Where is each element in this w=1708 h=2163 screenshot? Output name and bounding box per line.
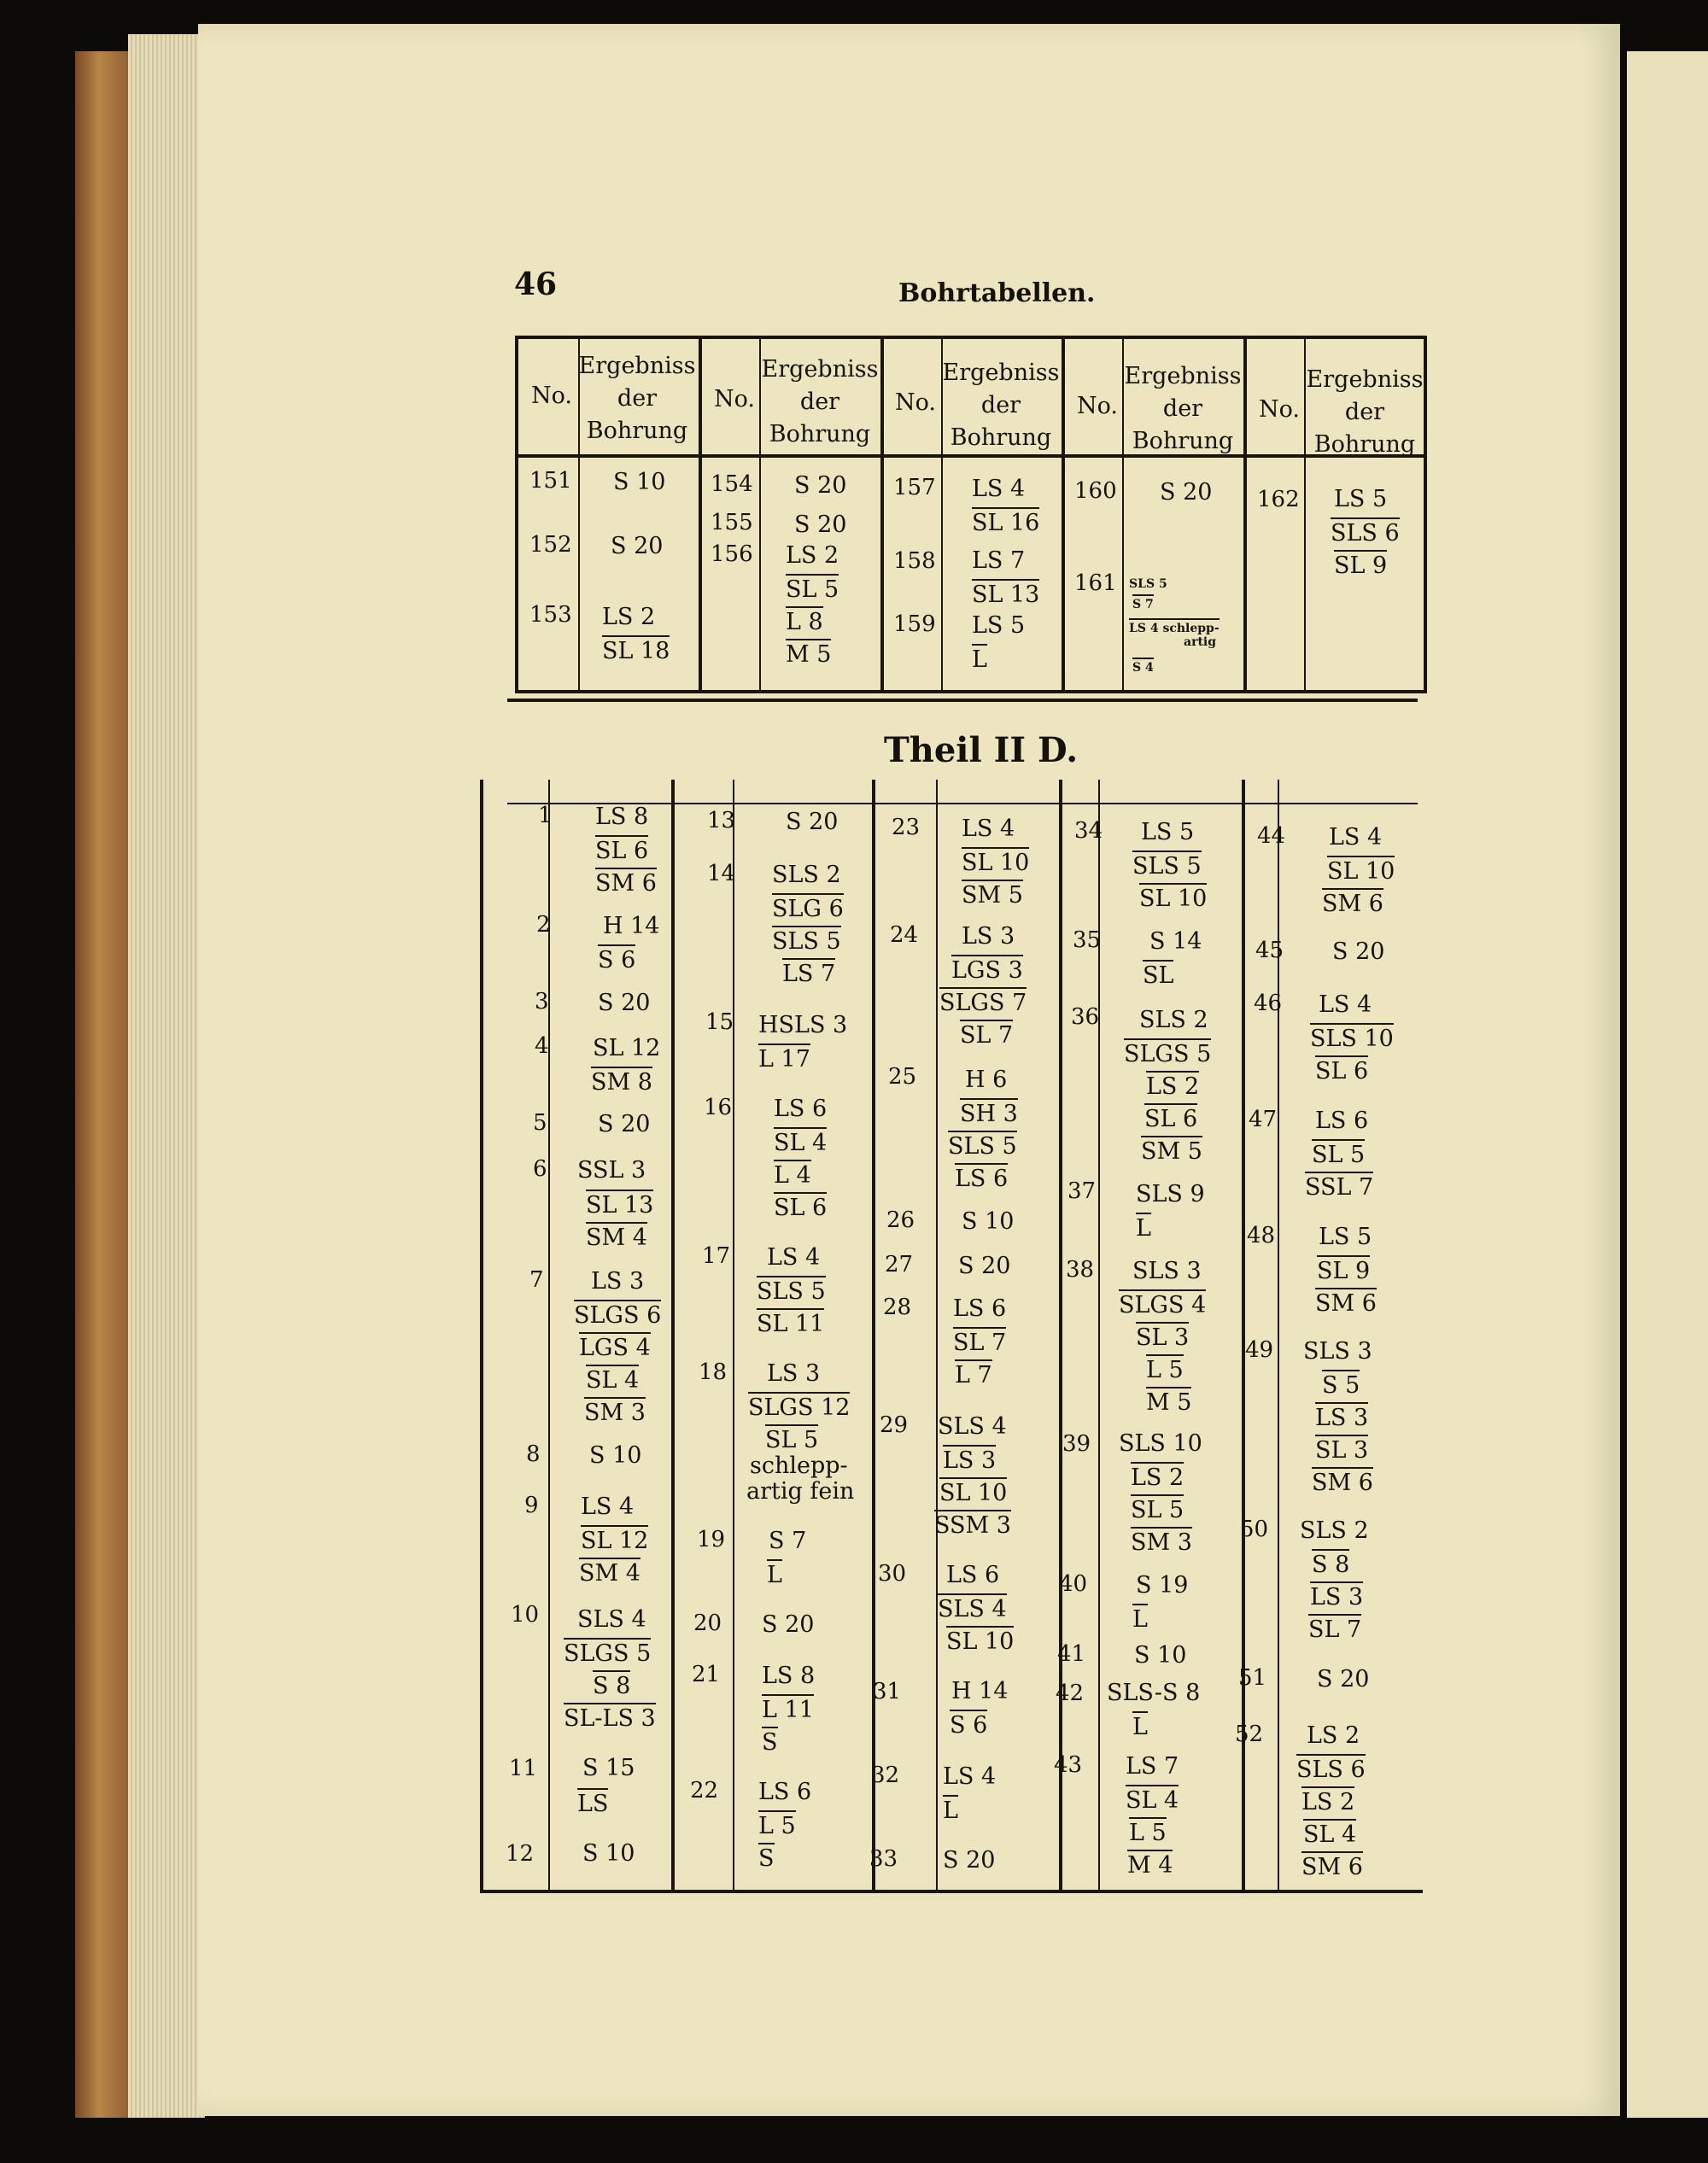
boring-no: 35 bbox=[1073, 927, 1102, 953]
boring-layer: L 8 bbox=[786, 606, 823, 635]
boring-no: 158 bbox=[893, 548, 936, 574]
running-head: Bohrtabellen. bbox=[898, 278, 1096, 308]
boring-layer: LS 3 bbox=[943, 1445, 996, 1474]
boring-layer: SLGS 5 bbox=[1124, 1038, 1211, 1067]
boring-layer: LS 2 bbox=[1131, 1462, 1184, 1491]
boring-layer: SLS 2 bbox=[1139, 1007, 1208, 1033]
boring-layer: L bbox=[1132, 1711, 1148, 1740]
col-header-no: No. bbox=[1259, 396, 1300, 423]
boring-layer: LS 4 schlepp- bbox=[1129, 618, 1220, 635]
col-header-line: Ergebniss bbox=[761, 356, 879, 383]
boring-no: 48 bbox=[1247, 1223, 1276, 1248]
boring-layer: SL 13 bbox=[972, 579, 1039, 608]
boring-layer: S 10 bbox=[589, 1442, 642, 1469]
boring-layer: S 20 bbox=[598, 1111, 651, 1137]
boring-layer: LS 5 bbox=[1141, 819, 1195, 845]
col-header-line: Ergebniss bbox=[942, 360, 1060, 386]
boring-layer: S 20 bbox=[611, 533, 664, 559]
boring-layer: LS 4 bbox=[943, 1763, 997, 1790]
boring-layer: S 20 bbox=[1160, 479, 1213, 506]
col-header-line: der bbox=[617, 385, 658, 412]
boring-layer: LS 6 bbox=[1315, 1108, 1369, 1134]
boring-layer: S 20 bbox=[794, 512, 847, 538]
book-spine bbox=[75, 51, 135, 2118]
boring-no: 14 bbox=[707, 861, 736, 886]
boring-layer: S 10 bbox=[613, 469, 666, 495]
boring-layer: LS 3 bbox=[767, 1360, 821, 1387]
boring-no: 155 bbox=[711, 510, 753, 535]
boring-layer: SL 7 bbox=[1308, 1614, 1361, 1643]
boring-layer: SL 6 bbox=[1315, 1055, 1368, 1084]
boring-no: 152 bbox=[529, 532, 572, 558]
boring-layer: S 20 bbox=[943, 1847, 996, 1874]
boring-layer: LS 7 bbox=[1126, 1753, 1179, 1780]
boring-no: 18 bbox=[699, 1359, 728, 1385]
boring-no: 50 bbox=[1240, 1517, 1269, 1542]
boring-no: 45 bbox=[1255, 938, 1284, 963]
boring-layer: LGS 3 bbox=[951, 955, 1023, 984]
boring-layer: LS 2 bbox=[1301, 1786, 1354, 1815]
boring-layer: SL 11 bbox=[757, 1308, 824, 1337]
boring-no: 40 bbox=[1059, 1571, 1088, 1597]
boring-no: 19 bbox=[697, 1527, 726, 1552]
page-edges bbox=[128, 34, 205, 2118]
header-rule bbox=[518, 454, 1427, 458]
boring-layer: SL 4 bbox=[586, 1365, 639, 1394]
boring-layer: LS 8 bbox=[595, 804, 649, 830]
boring-layer: M 5 bbox=[786, 639, 831, 668]
boring-layer: SL 9 bbox=[1334, 550, 1387, 579]
boring-layer: SLS 5 bbox=[1129, 577, 1167, 591]
boring-layer: M 5 bbox=[1146, 1387, 1191, 1416]
column-rule bbox=[1059, 780, 1062, 1890]
boring-layer: LS 4 bbox=[1319, 991, 1372, 1018]
boring-layer: SM 6 bbox=[1322, 888, 1383, 917]
boring-layer: SL 6 bbox=[1144, 1103, 1197, 1132]
boring-layer: SLS 3 bbox=[1132, 1258, 1202, 1284]
boring-layer: SL 3 bbox=[1315, 1435, 1368, 1464]
boring-layer: S 20 bbox=[786, 809, 839, 835]
col-header-result bbox=[577, 350, 697, 447]
col-header-result bbox=[1123, 360, 1243, 458]
boring-layer: S 19 bbox=[1136, 1572, 1189, 1599]
boring-layer: SLGS 5 bbox=[564, 1638, 651, 1667]
boring-layer: S 20 bbox=[1317, 1666, 1370, 1692]
boring-no: 37 bbox=[1068, 1178, 1097, 1204]
boring-no: 2 bbox=[536, 912, 551, 938]
boring-layer: SM 3 bbox=[584, 1397, 646, 1426]
boring-no: 33 bbox=[869, 1846, 898, 1872]
boring-layer: S 10 bbox=[1134, 1642, 1187, 1669]
boring-no: 12 bbox=[506, 1841, 535, 1867]
boring-no: 28 bbox=[883, 1295, 912, 1320]
boring-layer: SLS 4 bbox=[938, 1593, 1007, 1622]
boring-no: 32 bbox=[871, 1763, 900, 1788]
column-rule bbox=[936, 780, 938, 1890]
column-rule bbox=[733, 780, 734, 1890]
boring-no: 51 bbox=[1238, 1665, 1267, 1691]
boring-layer: L 4 bbox=[774, 1160, 811, 1189]
boring-layer: SL-LS 3 bbox=[564, 1703, 656, 1732]
col-header-line: der bbox=[1162, 395, 1203, 422]
boring-no: 31 bbox=[873, 1679, 902, 1704]
col-header-line: Bohrung bbox=[1132, 428, 1234, 454]
boring-no: 26 bbox=[886, 1207, 915, 1233]
boring-layer: SL 5 bbox=[1131, 1494, 1184, 1523]
boring-layer: SLS 2 bbox=[1300, 1517, 1369, 1544]
boring-layer: S 10 bbox=[582, 1840, 635, 1867]
boring-no: 41 bbox=[1057, 1641, 1086, 1667]
boring-layer: SM 6 bbox=[595, 868, 657, 897]
boring-layer: SL 10 bbox=[946, 1626, 1014, 1655]
boring-layer: SLS-S 8 bbox=[1107, 1680, 1201, 1706]
boring-no: 25 bbox=[888, 1064, 917, 1090]
boring-layer: SH 3 bbox=[960, 1098, 1018, 1127]
boring-layer: S 15 bbox=[582, 1755, 635, 1781]
boring-layer: S 20 bbox=[598, 990, 651, 1016]
boring-layer: SM 4 bbox=[579, 1558, 640, 1587]
boring-no: 161 bbox=[1074, 570, 1117, 596]
boring-layer: S 20 bbox=[958, 1253, 1011, 1279]
column-rule bbox=[1243, 339, 1247, 690]
boring-layer: LS 6 bbox=[946, 1562, 1000, 1588]
boring-layer: SL 5 bbox=[1312, 1139, 1365, 1168]
column-rule bbox=[880, 339, 884, 690]
page-number: 46 bbox=[514, 266, 558, 302]
boring-layer: LS 5 bbox=[1319, 1224, 1372, 1250]
boring-no: 16 bbox=[704, 1095, 733, 1120]
boring-no: 24 bbox=[890, 922, 919, 948]
boring-layer: LS 4 bbox=[962, 816, 1015, 842]
boring-layer: S 8 bbox=[1312, 1549, 1349, 1578]
boring-no: 17 bbox=[702, 1243, 731, 1269]
boring-no: 6 bbox=[533, 1156, 547, 1182]
boring-layer: SLS 5 bbox=[1132, 851, 1202, 880]
column-rule bbox=[548, 780, 550, 1890]
boring-layer: artig bbox=[1184, 635, 1217, 649]
boring-layer: SLS 4 bbox=[577, 1606, 646, 1633]
boring-layer: LS 6 bbox=[758, 1779, 812, 1805]
boring-layer: S 10 bbox=[962, 1208, 1015, 1235]
next-page-edge bbox=[1627, 51, 1708, 2118]
boring-layer: S 6 bbox=[598, 944, 635, 973]
boring-layer: LS 3 bbox=[1310, 1581, 1363, 1611]
boring-no: 10 bbox=[511, 1602, 540, 1628]
boring-layer: SL 12 bbox=[581, 1525, 648, 1554]
col-header-no: No. bbox=[531, 383, 572, 409]
boring-no: 7 bbox=[529, 1267, 544, 1293]
boring-no: 20 bbox=[693, 1611, 722, 1636]
boring-layer: SM 5 bbox=[1141, 1136, 1202, 1165]
boring-no: 47 bbox=[1249, 1107, 1278, 1132]
boring-layer: SLGS 6 bbox=[574, 1300, 661, 1329]
boring-layer: SL 9 bbox=[1317, 1255, 1370, 1284]
boring-layer: S 20 bbox=[1332, 938, 1385, 965]
boring-layer: SLS 5 bbox=[948, 1131, 1017, 1160]
boring-layer: SL 13 bbox=[586, 1190, 653, 1219]
boring-layer: SL bbox=[1143, 960, 1173, 989]
boring-layer: SLGS 7 bbox=[939, 987, 1027, 1016]
boring-no: 44 bbox=[1257, 823, 1286, 849]
boring-no: 22 bbox=[690, 1778, 719, 1803]
section-title: Theil II D. bbox=[884, 730, 1079, 770]
boring-no: 153 bbox=[529, 602, 572, 628]
boring-no: 38 bbox=[1066, 1257, 1095, 1283]
boring-layer: SM 6 bbox=[1312, 1467, 1373, 1496]
boring-layer: S 14 bbox=[1149, 928, 1202, 955]
boring-no: 3 bbox=[535, 989, 549, 1014]
boring-layer: L bbox=[1132, 1604, 1148, 1633]
boring-layer: SL 4 bbox=[1126, 1785, 1179, 1814]
boring-layer: SM 4 bbox=[586, 1222, 647, 1251]
boring-no: 156 bbox=[711, 541, 753, 567]
col-header-line: der bbox=[980, 392, 1021, 418]
boring-no: 13 bbox=[707, 808, 736, 833]
boring-layer: LS 2 bbox=[1146, 1071, 1199, 1100]
boring-layer: SLS 3 bbox=[1303, 1338, 1372, 1365]
boring-layer: S 5 bbox=[1322, 1370, 1360, 1399]
boring-layer: SLS 6 bbox=[1296, 1754, 1366, 1783]
boring-layer: LS 4 bbox=[972, 476, 1026, 502]
boring-layer: L bbox=[1136, 1213, 1151, 1242]
boring-layer: L bbox=[767, 1559, 782, 1588]
col-header-result bbox=[760, 354, 880, 451]
boring-no: 42 bbox=[1056, 1681, 1085, 1706]
boring-layer: SL 5 bbox=[765, 1424, 818, 1453]
boring-layer: LS 7 bbox=[972, 547, 1026, 574]
boring-no: 151 bbox=[529, 468, 572, 494]
boring-layer: LS 6 bbox=[774, 1096, 828, 1122]
boring-layer: S 20 bbox=[762, 1611, 815, 1638]
boring-layer: M 4 bbox=[1127, 1850, 1173, 1879]
col-header-line: der bbox=[799, 389, 840, 415]
boring-layer: SL 12 bbox=[593, 1035, 661, 1061]
boring-layer: S 20 bbox=[794, 472, 847, 499]
boring-layer: LS 6 bbox=[953, 1295, 1007, 1322]
boring-layer: H 14 bbox=[603, 913, 660, 939]
boring-layer: S bbox=[762, 1727, 778, 1756]
boring-layer: SLS 4 bbox=[938, 1413, 1007, 1440]
boring-no: 52 bbox=[1235, 1722, 1264, 1747]
boring-layer: SL 6 bbox=[774, 1192, 827, 1221]
boring-no: 23 bbox=[892, 815, 921, 840]
boring-layer: LS 4 bbox=[581, 1494, 635, 1520]
column-rule bbox=[671, 780, 675, 1890]
col-header-no: No. bbox=[1077, 393, 1118, 419]
boring-no: 43 bbox=[1054, 1752, 1083, 1778]
boring-layer: LS bbox=[577, 1788, 608, 1817]
boring-layer: LS 5 bbox=[1334, 486, 1388, 512]
boring-layer: SM 3 bbox=[1131, 1527, 1192, 1556]
boring-layer: SL 7 bbox=[953, 1327, 1006, 1356]
boring-layer: LS 7 bbox=[782, 958, 835, 987]
column-rule bbox=[1062, 339, 1065, 690]
boring-no: 154 bbox=[711, 471, 753, 497]
boring-layer: SL 10 bbox=[1327, 856, 1395, 885]
boring-layer: artig fein bbox=[746, 1478, 855, 1505]
boring-no: 29 bbox=[880, 1412, 909, 1438]
col-header-result bbox=[1305, 364, 1424, 461]
boring-layer: SL 4 bbox=[774, 1127, 827, 1156]
boring-no: 36 bbox=[1071, 1004, 1100, 1030]
boring-layer: SL 4 bbox=[1303, 1819, 1356, 1848]
boring-layer: SL 6 bbox=[595, 835, 648, 864]
boring-layer: SL 10 bbox=[962, 847, 1029, 876]
boring-layer: SLS 10 bbox=[1119, 1430, 1202, 1457]
boring-layer: S bbox=[758, 1843, 775, 1872]
boring-no: 21 bbox=[692, 1662, 721, 1687]
boring-no: 157 bbox=[893, 475, 936, 500]
boring-layer: L 5 bbox=[1146, 1354, 1184, 1383]
boring-layer: SL 10 bbox=[939, 1477, 1007, 1506]
boring-layer: S 7 bbox=[1132, 594, 1154, 611]
boring-layer: H 6 bbox=[965, 1067, 1008, 1093]
boring-no: 9 bbox=[524, 1493, 539, 1518]
boring-layer: SL 16 bbox=[972, 507, 1039, 536]
col-header-result bbox=[941, 357, 1061, 454]
boring-no: 27 bbox=[885, 1252, 914, 1277]
boring-layer: SSM 3 bbox=[934, 1510, 1011, 1539]
boring-layer: LGS 4 bbox=[579, 1332, 651, 1361]
col-header-line: Ergebniss bbox=[1306, 366, 1424, 393]
col-header-line: Ergebniss bbox=[578, 353, 696, 379]
boring-no: 1 bbox=[538, 803, 553, 828]
boring-no: 160 bbox=[1074, 478, 1117, 504]
boring-layer: SLGS 12 bbox=[748, 1392, 850, 1421]
boring-no: 5 bbox=[533, 1110, 547, 1136]
boring-no: 8 bbox=[526, 1441, 541, 1467]
boring-layer: SL 5 bbox=[786, 574, 839, 603]
col-header-line: der bbox=[1344, 399, 1385, 425]
boring-layer: SM 8 bbox=[591, 1067, 652, 1096]
column-rule bbox=[872, 780, 875, 1890]
boring-layer: LS 3 bbox=[1315, 1402, 1368, 1431]
boring-layer: S 7 bbox=[769, 1528, 807, 1554]
boring-layer: LS 6 bbox=[955, 1163, 1008, 1192]
col-header-no: No. bbox=[714, 386, 755, 412]
col-header-line: Bohrung bbox=[586, 418, 688, 444]
boring-no: 46 bbox=[1254, 991, 1283, 1016]
boring-layer: SL 7 bbox=[960, 1020, 1013, 1049]
boring-layer: L 5 bbox=[758, 1810, 796, 1839]
boring-layer: S 8 bbox=[593, 1670, 630, 1699]
boring-layer: SLS 5 bbox=[772, 926, 841, 955]
boring-layer: S 4 bbox=[1132, 658, 1154, 675]
boring-layer: SM 5 bbox=[962, 880, 1023, 909]
boring-no: 49 bbox=[1245, 1337, 1274, 1363]
boring-layer: L 11 bbox=[762, 1694, 814, 1723]
boring-layer: LS 2 bbox=[602, 604, 656, 630]
boring-layer: SL 18 bbox=[602, 635, 670, 664]
boring-no: 15 bbox=[705, 1009, 734, 1035]
boring-layer: SL 3 bbox=[1136, 1322, 1189, 1351]
col-header-line: Bohrung bbox=[1313, 431, 1416, 458]
boring-no: 159 bbox=[893, 611, 936, 637]
boring-layer: SLS 9 bbox=[1136, 1181, 1205, 1207]
boring-layer: SSL 3 bbox=[577, 1157, 646, 1184]
boring-layer: S 6 bbox=[950, 1710, 987, 1739]
boring-layer: L bbox=[972, 644, 987, 673]
boring-layer: HSLS 3 bbox=[758, 1012, 848, 1038]
boring-layer: SLS 6 bbox=[1331, 517, 1400, 547]
boring-layer: SSL 7 bbox=[1305, 1172, 1373, 1201]
boring-layer: LS 2 bbox=[786, 542, 839, 569]
boring-no: 11 bbox=[509, 1756, 538, 1781]
col-header-line: Bohrung bbox=[950, 424, 1052, 451]
boring-layer: LS 8 bbox=[762, 1663, 816, 1689]
boring-layer: SM 6 bbox=[1301, 1851, 1363, 1880]
boring-layer: SLS 5 bbox=[757, 1276, 826, 1305]
boring-layer: SLG 6 bbox=[772, 893, 844, 922]
boring-layer: L 5 bbox=[1129, 1817, 1167, 1846]
boring-no: 34 bbox=[1074, 818, 1103, 844]
boring-layer: LS 4 bbox=[767, 1244, 821, 1271]
column-rule bbox=[699, 339, 702, 690]
boring-layer: SLS 10 bbox=[1310, 1023, 1394, 1052]
boring-layer: LS 3 bbox=[962, 923, 1015, 950]
col-header-line: Ergebniss bbox=[1124, 363, 1242, 389]
col-header-no: No. bbox=[895, 389, 936, 416]
boring-layer: LS 5 bbox=[972, 612, 1026, 639]
boring-layer: H 14 bbox=[951, 1678, 1009, 1704]
boring-layer: schlepp- bbox=[750, 1453, 848, 1479]
section-rule bbox=[507, 699, 1418, 702]
boring-layer: LS 3 bbox=[591, 1268, 645, 1295]
boring-no: 4 bbox=[535, 1033, 549, 1059]
boring-layer: L bbox=[943, 1795, 958, 1824]
boring-layer: SLS 2 bbox=[772, 862, 841, 888]
boring-layer: L 17 bbox=[758, 1044, 810, 1073]
boring-layer: LS 2 bbox=[1307, 1722, 1360, 1749]
boring-no: 39 bbox=[1062, 1431, 1091, 1457]
col-header-line: Bohrung bbox=[769, 421, 871, 447]
boring-layer: SM 6 bbox=[1315, 1288, 1377, 1317]
boring-layer: L 7 bbox=[955, 1359, 992, 1388]
boring-no: 162 bbox=[1257, 487, 1300, 512]
boring-layer: SL 10 bbox=[1139, 883, 1207, 912]
boring-layer: LS 4 bbox=[1329, 824, 1383, 851]
boring-layer: SLGS 4 bbox=[1119, 1289, 1206, 1318]
boring-no: 30 bbox=[878, 1561, 907, 1587]
